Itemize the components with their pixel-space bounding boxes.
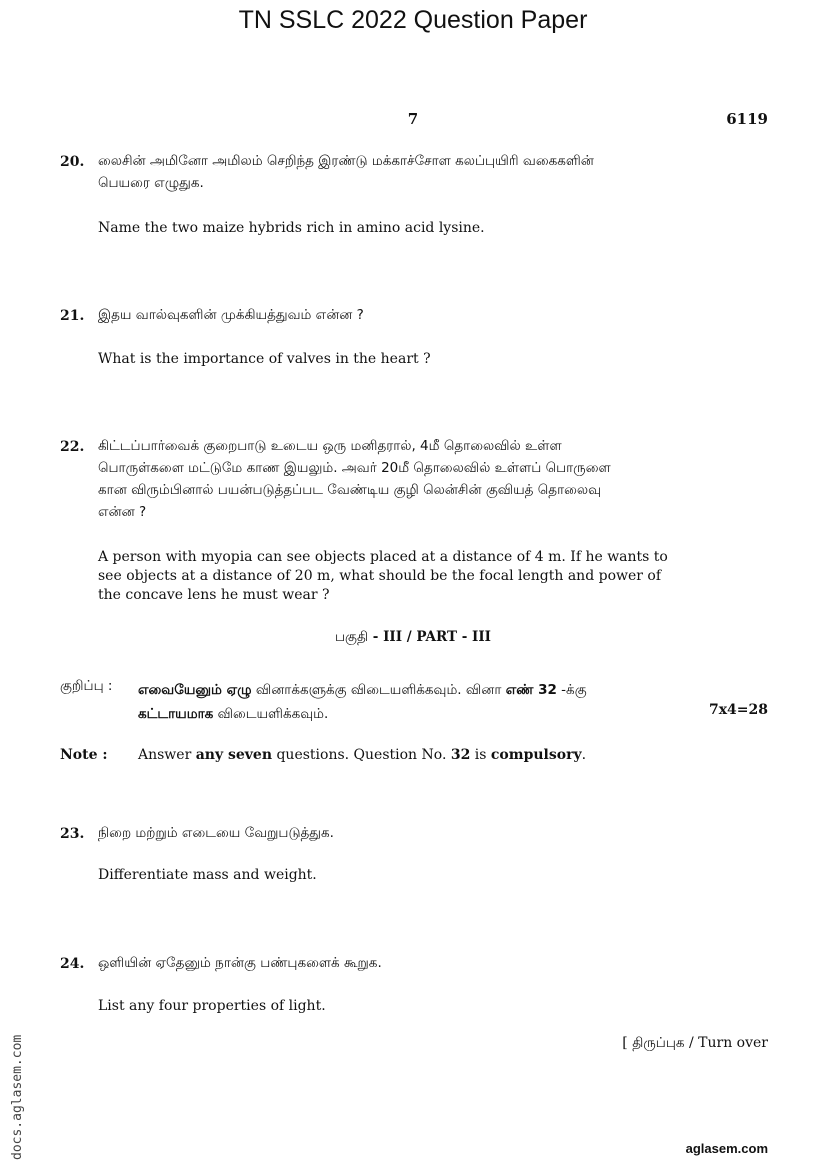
note-tamil-mid: வினாக்களுக்கு விடையளிக்கவும். வினா	[251, 682, 506, 698]
note-tamil-rest: விடையளிக்கவும்.	[213, 706, 329, 722]
part-heading-english: PART - III	[416, 629, 491, 645]
page-number: 7	[407, 110, 419, 128]
question-tamil-line: இதய வால்வுகளின் முக்கியத்துவம் என்ன ?	[98, 307, 364, 323]
footer-site-name: aglasem.com	[685, 1141, 768, 1156]
question-tamil-line: கிட்டப்பார்வைக் குறைபாடு உடைய ஒரு மனிதரால், 4மீ தொலைவில் உள்ள	[98, 438, 562, 454]
question-tamil-line: பெயரை எழுதுக.	[98, 175, 204, 191]
question-number: 22.	[60, 439, 85, 455]
question-english-text: List any four properties of light.	[98, 998, 326, 1014]
note-tamil-line-2	[138, 702, 733, 726]
marks-allocation: 7x4=28	[708, 702, 768, 718]
question-number: 21.	[60, 308, 85, 324]
question-tamil-line: லைசின் அமினோ அமிலம் செறிந்த இரண்டு மக்காச்சோள கலப்புயிரி வகைகளின்	[98, 153, 594, 169]
note-english-mid: questions. Question No.	[272, 747, 451, 763]
note-english-pre: Answer	[138, 747, 196, 763]
note-tamil-bold-number: எண் 32	[505, 682, 557, 698]
note-tamil-bold: எவையேனும் ஏழு	[138, 682, 252, 698]
question-tamil-text	[98, 952, 728, 974]
note-english-any-seven: any seven	[195, 747, 273, 763]
note-tamil-label: குறிப்பு :	[60, 678, 113, 694]
question-english-line: the concave lens he must wear ?	[98, 587, 330, 603]
question-tamil-text	[98, 150, 728, 194]
part-heading	[0, 629, 826, 647]
question-english-text: Differentiate mass and weight.	[98, 867, 317, 883]
question-tamil-line: நிறை மற்றும் எடையை வேறுபடுத்துக.	[98, 825, 334, 841]
question-english-text	[98, 548, 728, 605]
note-english-label: Note :	[60, 747, 108, 763]
turn-over-bracket: [	[622, 1035, 633, 1051]
question-tamil-line: ஒளியின் ஏதேனும் நான்கு பண்புகளைக் கூறுக.	[98, 955, 382, 971]
part-heading-separator: /	[402, 629, 417, 645]
question-english-line: see objects at a distance of 20 m, what should be the focal length and power of	[98, 568, 662, 584]
note-english-question-number: 32	[450, 747, 471, 763]
note-tamil-text	[138, 678, 733, 726]
question-number: 24.	[60, 956, 85, 972]
part-heading-tamil: பகுதி	[335, 629, 369, 645]
page-banner-title: TN SSLC 2022 Question Paper	[238, 6, 588, 34]
note-english-period: .	[581, 747, 587, 763]
note-tamil-bold-compulsory: கட்டாயமாக	[138, 706, 214, 722]
question-tamil-text	[98, 822, 728, 844]
question-tamil-line: என்ன ?	[98, 504, 147, 520]
turn-over-separator: /	[684, 1035, 699, 1051]
question-english-text: Name the two maize hybrids rich in amino acid lysine.	[98, 220, 485, 236]
part-heading-roman: III	[383, 629, 403, 645]
note-tamil-end: -க்கு	[556, 682, 587, 698]
question-tamil-text	[98, 304, 728, 326]
question-english-line: A person with myopia can see objects placed at a distance of 4 m. If he wants to	[98, 549, 668, 565]
note-tamil-line-1	[138, 678, 733, 702]
question-tamil-line: கான விரும்பினால் பயன்படுத்தப்பட வேண்டிய குழி லென்சின் குவியத் தொலைவு	[98, 482, 602, 498]
paper-code: 6119	[726, 110, 768, 128]
note-english-compulsory: compulsory	[490, 747, 582, 763]
turn-over-english: Turn over	[698, 1035, 768, 1051]
question-english-text: What is the importance of valves in the heart ?	[98, 351, 431, 367]
note-english-is: is	[470, 747, 491, 763]
question-tamil-text	[98, 435, 728, 523]
question-number: 23.	[60, 826, 85, 842]
note-english-text	[138, 747, 586, 763]
question-number: 20.	[60, 154, 85, 170]
turn-over-tamil: திருப்புக	[632, 1035, 685, 1051]
turn-over-label	[622, 1035, 768, 1053]
part-heading-dash: -	[368, 629, 384, 645]
question-tamil-line: பொருள்களை மட்டுமே காண இயலும். அவர் 20மீ தொலைவில் உள்ளப் பொருளை	[98, 460, 611, 476]
watermark-vertical: docs.aglasem.com	[10, 1034, 25, 1160]
